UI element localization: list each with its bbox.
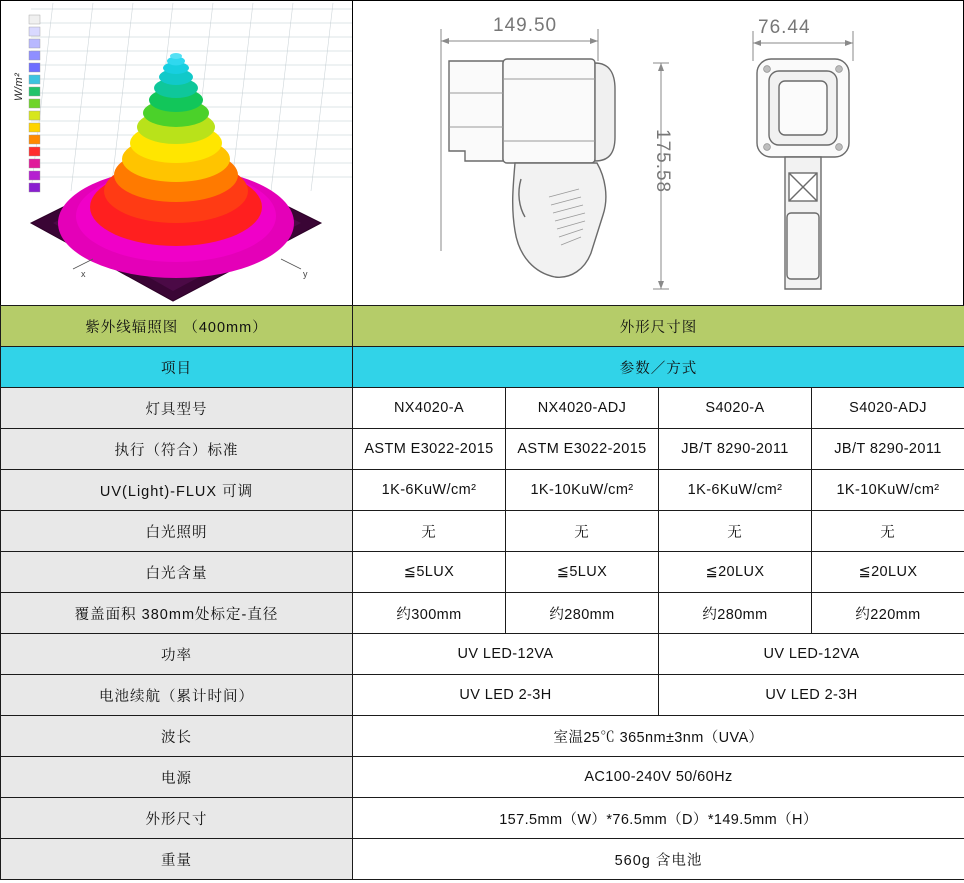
row-label: 覆盖面积 380mm处标定-直径 bbox=[1, 593, 353, 634]
table-header-row bbox=[1, 347, 964, 388]
table-row bbox=[1, 388, 964, 429]
row-value: 1K-6KuW/cm² bbox=[353, 470, 506, 511]
table-row bbox=[1, 593, 964, 634]
row-value: 1K-10KuW/cm² bbox=[506, 470, 659, 511]
irradiance-y-label: y bbox=[303, 269, 308, 279]
row-value: 无 bbox=[353, 511, 506, 552]
table-row bbox=[1, 552, 964, 593]
row-value: 约280mm bbox=[659, 593, 812, 634]
row-value: 560g 含电池 bbox=[353, 839, 964, 880]
row-label: 功率 bbox=[1, 634, 353, 675]
row-label: 灯具型号 bbox=[1, 388, 353, 429]
row-value: ≦5LUX bbox=[353, 552, 506, 593]
row-value: 157.5mm（W）*76.5mm（D）*149.5mm（H） bbox=[353, 798, 964, 839]
row-value: ≦20LUX bbox=[659, 552, 812, 593]
row-value: ≦20LUX bbox=[812, 552, 964, 593]
table-caption-row bbox=[1, 306, 964, 347]
table-row bbox=[1, 429, 964, 470]
image-row bbox=[0, 0, 964, 305]
row-value: 无 bbox=[506, 511, 659, 552]
row-label: 电池续航（累计时间） bbox=[1, 675, 353, 716]
irradiance-plot-panel bbox=[1, 1, 353, 305]
row-label: 重量 bbox=[1, 839, 353, 880]
row-value: UV LED 2-3H bbox=[659, 675, 964, 716]
irradiance-axis-label: W/m² bbox=[13, 72, 25, 101]
row-value: S4020-ADJ bbox=[812, 388, 964, 429]
row-value: 室温25℃ 365nm±3nm（UVA） bbox=[353, 716, 964, 757]
row-value: UV LED 2-3H bbox=[353, 675, 659, 716]
header-item-label: 项目 bbox=[1, 347, 353, 388]
row-value: 无 bbox=[659, 511, 812, 552]
row-label: 白光含量 bbox=[1, 552, 353, 593]
row-value: ≦5LUX bbox=[506, 552, 659, 593]
table-row bbox=[1, 675, 964, 716]
row-label: 波长 bbox=[1, 716, 353, 757]
row-label: 执行（符合）标准 bbox=[1, 429, 353, 470]
dimension-drawing-panel bbox=[353, 1, 963, 305]
specification-table bbox=[0, 305, 964, 880]
dimension-height-value: 175.58 bbox=[652, 129, 673, 194]
row-value: 约220mm bbox=[812, 593, 964, 634]
row-value: S4020-A bbox=[659, 388, 812, 429]
row-value: 约300mm bbox=[353, 593, 506, 634]
table-row bbox=[1, 757, 964, 798]
row-value: UV LED-12VA bbox=[659, 634, 964, 675]
table-row bbox=[1, 798, 964, 839]
table-row bbox=[1, 716, 964, 757]
row-value: JB/T 8290-2011 bbox=[812, 429, 964, 470]
row-value: JB/T 8290-2011 bbox=[659, 429, 812, 470]
header-param-label: 参数／方式 bbox=[353, 347, 964, 388]
table-row bbox=[1, 634, 964, 675]
row-label: 电源 bbox=[1, 757, 353, 798]
table-row bbox=[1, 470, 964, 511]
row-value: NX4020-A bbox=[353, 388, 506, 429]
dimension-width-value: 149.50 bbox=[493, 15, 558, 36]
row-label: UV(Light)-FLUX 可调 bbox=[1, 470, 353, 511]
irradiance-x-label: x bbox=[81, 269, 86, 279]
row-value: 1K-10KuW/cm² bbox=[812, 470, 964, 511]
table-row bbox=[1, 511, 964, 552]
row-value: 无 bbox=[812, 511, 964, 552]
table-row bbox=[1, 839, 964, 880]
row-value: NX4020-ADJ bbox=[506, 388, 659, 429]
irradiance-caption: 紫外线辐照图 （400mm） bbox=[1, 306, 353, 347]
row-value: UV LED-12VA bbox=[353, 634, 659, 675]
row-value: AC100-240V 50/60Hz bbox=[353, 757, 964, 798]
dimension-depth-value: 76.44 bbox=[758, 17, 811, 38]
row-value: 约280mm bbox=[506, 593, 659, 634]
dimension-caption: 外形尺寸图 bbox=[353, 306, 964, 347]
row-label: 白光照明 bbox=[1, 511, 353, 552]
row-label: 外形尺寸 bbox=[1, 798, 353, 839]
irradiance-3d-surface-chart bbox=[1, 1, 353, 305]
row-value: ASTM E3022-2015 bbox=[506, 429, 659, 470]
row-value: ASTM E3022-2015 bbox=[353, 429, 506, 470]
row-value: 1K-6KuW/cm² bbox=[659, 470, 812, 511]
